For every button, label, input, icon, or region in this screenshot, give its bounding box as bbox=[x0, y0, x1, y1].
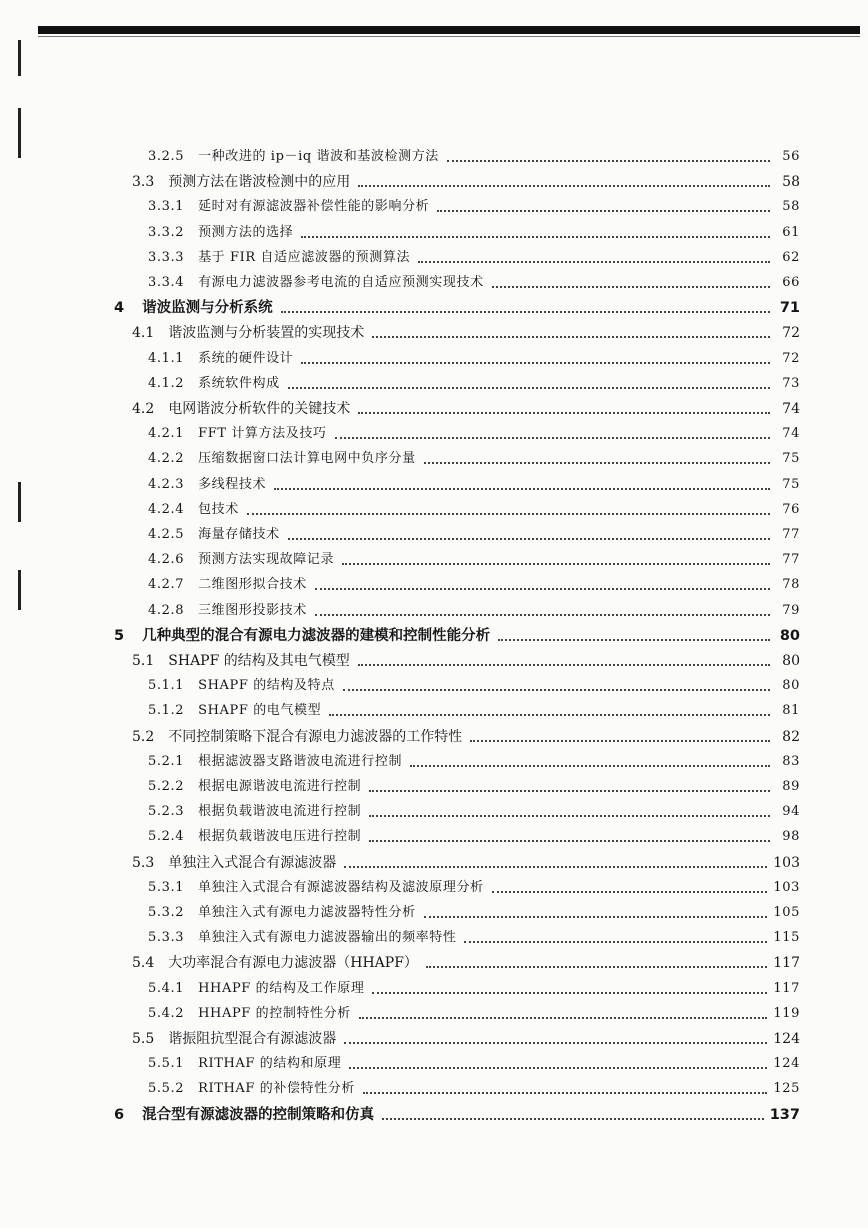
dot-leader bbox=[447, 154, 770, 162]
toc-entry-page: 75 bbox=[782, 451, 800, 467]
toc-entry-page: 124 bbox=[773, 1056, 800, 1072]
toc-entry-number: 5.1.2 bbox=[148, 703, 185, 719]
toc-entry-page: 58 bbox=[782, 199, 800, 215]
toc-entry-number: 4.1 bbox=[132, 325, 155, 342]
toc-entry[interactable] bbox=[132, 724, 800, 746]
toc-entry-title: SHAPF 的电气模型 bbox=[198, 703, 322, 719]
top-border-rule bbox=[38, 26, 860, 34]
toc-entry-title: 有源电力滤波器参考电流的自适应预测实现技术 bbox=[198, 275, 484, 290]
toc-entry-page: 117 bbox=[773, 955, 800, 972]
dot-leader bbox=[335, 431, 770, 439]
toc-entry-page: 73 bbox=[782, 375, 800, 391]
toc-entry-title: 系统软件构成 bbox=[198, 375, 280, 391]
dot-leader bbox=[359, 1011, 768, 1019]
toc-entry-number: 4.2.3 bbox=[148, 476, 185, 492]
toc-entry-number: 5.2 bbox=[132, 728, 155, 745]
toc-entry-number: 5.4.2 bbox=[148, 1005, 185, 1021]
toc-entry-title: 压缩数据窗口法计算电网中负序分量 bbox=[198, 451, 416, 467]
toc-entry[interactable] bbox=[132, 1026, 800, 1048]
toc-entry-title: 大功率混合有源电力滤波器（HHAPF） bbox=[168, 955, 418, 972]
binding-mark bbox=[18, 482, 21, 522]
toc-entry-title: 不同控制策略下混合有源电力滤波器的工作特性 bbox=[168, 728, 463, 745]
toc-entry[interactable] bbox=[148, 673, 800, 695]
toc-entry[interactable] bbox=[148, 245, 800, 267]
toc-entry-page: 75 bbox=[782, 476, 800, 492]
toc-entry-number: 4.2 bbox=[132, 401, 155, 417]
toc-entry-number: 5.3.1 bbox=[148, 879, 185, 895]
toc-entry[interactable] bbox=[148, 547, 800, 569]
toc-entry-page: 77 bbox=[782, 552, 800, 568]
toc-entry-title: HHAPF 的控制特性分析 bbox=[198, 1005, 351, 1021]
dot-leader bbox=[369, 809, 770, 817]
toc-entry-number: 5.4 bbox=[132, 955, 155, 972]
toc-entry-title: 谐波监测与分析系统 bbox=[142, 300, 273, 317]
toc-entry[interactable] bbox=[132, 169, 800, 191]
toc-entry[interactable] bbox=[132, 320, 800, 342]
dot-leader bbox=[369, 784, 770, 792]
toc-entry-page: 103 bbox=[773, 879, 800, 895]
toc-entry[interactable] bbox=[114, 1102, 800, 1124]
toc-entry-page: 115 bbox=[773, 930, 800, 946]
dot-leader bbox=[344, 1036, 767, 1044]
toc-entry-page: 78 bbox=[782, 577, 800, 593]
toc-entry-title: 预测方法在谐波检测中的应用 bbox=[168, 174, 351, 191]
toc-entry-number: 5.2.4 bbox=[148, 829, 185, 845]
toc-entry-number: 5.1.1 bbox=[148, 678, 185, 694]
toc-entry-title: 混合型有源滤波器的控制策略和仿真 bbox=[142, 1106, 375, 1123]
toc-entry[interactable] bbox=[148, 194, 800, 216]
toc-entry-page: 74 bbox=[782, 426, 800, 442]
toc-entry-page: 89 bbox=[782, 779, 800, 794]
toc-entry-title: 单独注入式混合有源滤波器结构及滤波原理分析 bbox=[198, 879, 484, 895]
toc-entry[interactable] bbox=[132, 950, 800, 972]
toc-entry[interactable] bbox=[148, 875, 800, 897]
binding-mark bbox=[18, 108, 21, 158]
toc-entry-number: 5.5.1 bbox=[148, 1056, 185, 1072]
toc-entry[interactable] bbox=[148, 220, 800, 242]
toc-entry[interactable] bbox=[132, 648, 800, 670]
toc-entry-title: 单独注入式有源电力滤波器特性分析 bbox=[198, 905, 416, 920]
toc-entry-page: 103 bbox=[773, 854, 800, 871]
toc-entry-title: HHAPF 的结构及工作原理 bbox=[198, 980, 365, 996]
dot-leader bbox=[281, 305, 770, 313]
toc-entry-title: 系统的硬件设计 bbox=[198, 350, 294, 366]
toc-entry-title: 谐波监测与分析装置的实现技术 bbox=[168, 325, 365, 342]
toc-entry-page: 66 bbox=[782, 275, 800, 290]
toc-entry-number: 3.3.1 bbox=[148, 199, 185, 215]
toc-entry-page: 56 bbox=[782, 149, 800, 164]
toc-entry-title: 几种典型的混合有源电力滤波器的建模和控制性能分析 bbox=[142, 627, 491, 644]
toc-entry-page: 94 bbox=[782, 804, 800, 820]
dot-leader bbox=[437, 204, 770, 212]
toc-entry-title: 三维图形投影技术 bbox=[198, 602, 307, 618]
dot-leader bbox=[492, 280, 770, 288]
toc-entry[interactable] bbox=[148, 1001, 800, 1023]
dot-leader bbox=[424, 910, 768, 918]
dot-leader bbox=[301, 356, 770, 364]
toc-entry-page: 71 bbox=[779, 300, 800, 317]
toc-entry-title: SHAPF 的结构及特点 bbox=[198, 678, 335, 694]
toc-entry-title: 电网谐波分析软件的关键技术 bbox=[168, 401, 351, 417]
toc-entry-number: 5.3 bbox=[132, 854, 155, 871]
toc-entry-page: 124 bbox=[773, 1031, 800, 1047]
toc-entry-number: 3.3.2 bbox=[148, 224, 185, 240]
toc-entry-title: 谐振阻抗型混合有源滤波器 bbox=[168, 1031, 337, 1047]
toc-entry[interactable] bbox=[148, 976, 800, 998]
toc-entry[interactable] bbox=[148, 1076, 800, 1098]
dot-leader bbox=[315, 582, 770, 590]
toc-entry[interactable] bbox=[148, 371, 800, 393]
toc-entry-title: FFT 计算方法及技巧 bbox=[198, 426, 327, 442]
toc-entry-number: 4.1.2 bbox=[148, 375, 185, 391]
toc-entry-title: RITHAF 的结构和原理 bbox=[198, 1056, 342, 1072]
toc-entry[interactable] bbox=[148, 799, 800, 821]
dot-leader bbox=[369, 834, 770, 842]
dot-leader bbox=[382, 1112, 764, 1120]
toc-entry[interactable] bbox=[148, 749, 800, 771]
toc-entry-number: 5.2.2 bbox=[148, 779, 185, 794]
toc-entry-number: 5.2.3 bbox=[148, 804, 185, 820]
dot-leader bbox=[274, 482, 770, 490]
toc-entry[interactable] bbox=[148, 900, 800, 922]
dot-leader bbox=[372, 986, 767, 994]
toc-entry[interactable] bbox=[148, 446, 800, 468]
dot-leader bbox=[329, 708, 770, 716]
toc-entry[interactable] bbox=[148, 824, 800, 846]
toc-entry-number: 4.2.6 bbox=[148, 552, 185, 568]
toc-entry-number: 3.3 bbox=[132, 174, 155, 191]
toc-entry-page: 105 bbox=[773, 905, 800, 920]
dot-leader bbox=[358, 179, 770, 187]
toc-entry-number: 4.2.7 bbox=[148, 577, 185, 593]
toc-entry-page: 82 bbox=[782, 728, 800, 745]
toc-entry-title: 一种改进的 ip－iq 谐波和基波检测方法 bbox=[198, 149, 439, 164]
dot-leader bbox=[464, 935, 767, 943]
toc-entry[interactable] bbox=[148, 144, 800, 166]
toc-entry-number: 4 bbox=[114, 300, 125, 317]
toc-entry-page: 80 bbox=[782, 678, 800, 694]
dot-leader bbox=[247, 507, 770, 515]
toc-entry[interactable] bbox=[148, 421, 800, 443]
toc-entry-page: 137 bbox=[769, 1106, 800, 1123]
toc-entry-page: 72 bbox=[782, 325, 800, 342]
toc-entry-page: 117 bbox=[773, 980, 800, 996]
toc-entry-title: 单独注入式混合有源滤波器 bbox=[168, 854, 337, 871]
toc-entry-title: 预测方法实现故障记录 bbox=[198, 552, 335, 568]
toc-entry[interactable] bbox=[132, 396, 800, 418]
toc-entry-page: 62 bbox=[782, 249, 800, 265]
dot-leader bbox=[301, 230, 770, 238]
toc-entry-page: 76 bbox=[782, 501, 800, 517]
toc-entry-title: RITHAF 的补偿特性分析 bbox=[198, 1081, 355, 1097]
dot-leader bbox=[498, 633, 770, 641]
toc-entry[interactable] bbox=[132, 850, 800, 872]
toc-entry-page: 119 bbox=[773, 1005, 800, 1021]
toc-entry[interactable] bbox=[148, 346, 800, 368]
toc-entry-title: 包技术 bbox=[198, 501, 239, 517]
toc-entry-title: 二维图形拟合技术 bbox=[198, 577, 307, 593]
toc-entry[interactable] bbox=[148, 270, 800, 292]
toc-entry-number: 5.2.1 bbox=[148, 753, 185, 769]
toc-entry-title: 根据滤波器支路谐波电流进行控制 bbox=[198, 753, 403, 769]
toc-entry[interactable] bbox=[148, 598, 800, 620]
toc-entry-number: 4.2.1 bbox=[148, 426, 185, 442]
toc-entry-title: 延时对有源滤波器补偿性能的影响分析 bbox=[198, 199, 430, 215]
toc-entry-title: 单独注入式有源电力滤波器输出的频率特性 bbox=[198, 930, 457, 946]
toc-entry[interactable] bbox=[114, 623, 800, 645]
toc-entry-number: 5 bbox=[114, 627, 125, 644]
toc-entry[interactable] bbox=[114, 295, 800, 317]
toc-entry-number: 3.3.3 bbox=[148, 249, 185, 265]
toc-entry-page: 74 bbox=[782, 401, 800, 417]
toc-entry-title: 海量存储技术 bbox=[198, 527, 280, 542]
toc-entry[interactable] bbox=[148, 925, 800, 947]
toc-entry-title: 预测方法的选择 bbox=[198, 224, 294, 240]
toc-entry[interactable] bbox=[148, 572, 800, 594]
toc-entry-number: 3.3.4 bbox=[148, 275, 185, 290]
toc-entry-number: 4.2.5 bbox=[148, 527, 185, 542]
toc-entry-page: 61 bbox=[782, 224, 800, 240]
toc-entry-page: 98 bbox=[782, 829, 800, 845]
toc-entry[interactable] bbox=[148, 472, 800, 494]
toc-entry[interactable] bbox=[148, 698, 800, 720]
dot-leader bbox=[372, 330, 770, 338]
dot-leader bbox=[315, 608, 770, 616]
dot-leader bbox=[492, 885, 768, 893]
toc-entry-number: 3.2.5 bbox=[148, 149, 185, 164]
toc-entry-page: 58 bbox=[782, 174, 800, 191]
toc-entry-page: 79 bbox=[782, 602, 800, 618]
toc-entry-title: 基于 FIR 自适应滤波器的预测算法 bbox=[198, 249, 411, 265]
binding-mark bbox=[18, 570, 21, 610]
dot-leader bbox=[410, 759, 770, 767]
toc-entry[interactable] bbox=[148, 774, 800, 796]
toc-entry-page: 83 bbox=[782, 753, 800, 769]
toc-entry-number: 5.5.2 bbox=[148, 1081, 185, 1097]
toc-entry-page: 72 bbox=[782, 350, 800, 366]
toc-entry-title: 根据负载谐波电流进行控制 bbox=[198, 804, 362, 820]
toc-entry[interactable] bbox=[148, 1051, 800, 1073]
toc-entry-page: 125 bbox=[773, 1081, 800, 1097]
toc-entry-title: 多线程技术 bbox=[198, 476, 267, 492]
toc-entry-number: 4.2.4 bbox=[148, 501, 185, 517]
dot-leader bbox=[349, 1061, 767, 1069]
toc-entry-number: 5.3.3 bbox=[148, 930, 185, 946]
toc-entry-number: 4.1.1 bbox=[148, 350, 185, 366]
toc-entry-number: 5.1 bbox=[132, 653, 155, 669]
dot-leader bbox=[344, 860, 767, 868]
dot-leader bbox=[424, 456, 770, 464]
top-border-thin-rule bbox=[38, 36, 860, 37]
dot-leader bbox=[342, 557, 770, 565]
toc-entry-page: 77 bbox=[782, 527, 800, 542]
dot-leader bbox=[358, 406, 770, 414]
toc-entry-title: 根据负载谐波电压进行控制 bbox=[198, 829, 362, 845]
toc-entry-number: 4.2.8 bbox=[148, 602, 185, 618]
dot-leader bbox=[343, 683, 770, 691]
toc-entry[interactable] bbox=[148, 497, 800, 519]
toc-entry-title: 根据电源谐波电流进行控制 bbox=[198, 779, 362, 794]
toc-entry-page: 80 bbox=[782, 653, 800, 669]
dot-leader bbox=[288, 532, 770, 540]
dot-leader bbox=[288, 381, 770, 389]
toc-entry-page: 81 bbox=[782, 703, 800, 719]
dot-leader bbox=[358, 658, 770, 666]
dot-leader bbox=[363, 1086, 767, 1094]
toc-entry-number: 5.5 bbox=[132, 1031, 155, 1047]
toc-entry-title: SHAPF 的结构及其电气模型 bbox=[168, 653, 350, 669]
dot-leader bbox=[418, 255, 770, 263]
toc-entry-number: 4.2.2 bbox=[148, 451, 185, 467]
toc-entry-page: 80 bbox=[779, 627, 800, 644]
binding-mark bbox=[18, 40, 21, 76]
dot-leader bbox=[426, 960, 767, 968]
toc-entry-number: 5.3.2 bbox=[148, 905, 185, 920]
toc-entry-number: 5.4.1 bbox=[148, 980, 185, 996]
toc-entry[interactable] bbox=[148, 522, 800, 544]
toc-entry-number: 6 bbox=[114, 1106, 125, 1123]
dot-leader bbox=[470, 734, 770, 742]
